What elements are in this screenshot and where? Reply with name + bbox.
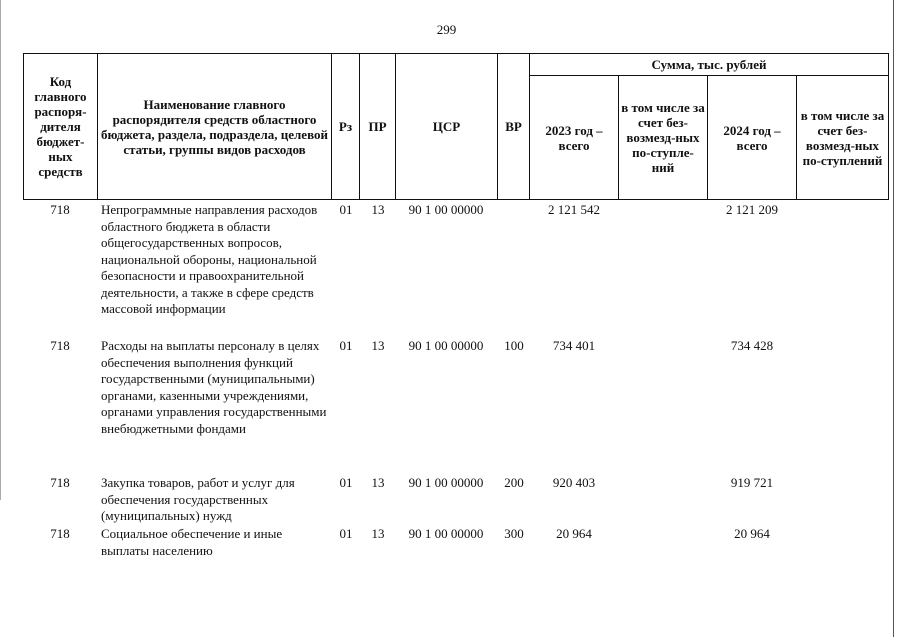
header-code: Код главного распоря-дителя бюджет-ных средств (24, 54, 98, 200)
row-2023-total: 20 964 (556, 526, 592, 541)
header-2023-grants: в том числе за счет без-возмезд-ных по-ступле-ний (619, 76, 708, 200)
row-2024-total: 2 121 209 (726, 202, 778, 217)
row-rz: 01 (339, 475, 353, 490)
row-vr: 300 (504, 526, 524, 541)
row-code: 718 (50, 202, 70, 217)
header-rz: Рз (332, 54, 360, 200)
scan-edge-left (0, 0, 1, 500)
header-csr: ЦСР (396, 54, 498, 200)
row-csr: 90 1 00 00000 (408, 338, 484, 353)
row-2024-total: 20 964 (734, 526, 770, 541)
row-name: Закупка товаров, работ и услуг для обеспечения государственных (муниципальных) нужд (101, 475, 295, 523)
row-pr: 13 (371, 202, 385, 217)
page-number: 299 (436, 22, 457, 37)
row-name: Непрограммные направления расходов областного бюджета в области общегосударственных вопросов, национальной обороны, национальной безопасности и правоохранительной деятельности, а также в сфере средств массовой информации (101, 202, 318, 316)
row-code: 718 (50, 526, 70, 541)
row-rz: 01 (339, 526, 353, 541)
row-csr: 90 1 00 00000 (408, 526, 484, 541)
header-vr: ВР (498, 54, 530, 200)
row-pr: 13 (371, 338, 385, 353)
row-2023-total: 734 401 (552, 338, 596, 353)
row-vr: 200 (504, 475, 524, 490)
row-vr: 100 (504, 338, 524, 353)
header-sum-group: Сумма, тыс. рублей (530, 54, 889, 76)
row-code: 718 (50, 338, 70, 353)
header-2024-total: 2024 год – всего (708, 76, 797, 200)
row-2023-total: 2 121 542 (548, 202, 600, 217)
header-2024-grants: в том числе за счет без-возмезд-ных по-ступлений (797, 76, 889, 200)
row-rz: 01 (339, 202, 353, 217)
row-2024-total: 919 721 (730, 475, 774, 490)
row-2023-total: 920 403 (552, 475, 596, 490)
row-2024-total: 734 428 (730, 338, 774, 353)
header-pr: ПР (360, 54, 396, 200)
row-name: Расходы на выплаты персоналу в целях обеспечения выполнения функций государственными (муниципальными) органами, казенными учреждениями, органами управления государственными внебюджетными фондами (101, 338, 327, 436)
row-name: Социальное обеспечение и иные выплаты населению (101, 526, 283, 558)
row-csr: 90 1 00 00000 (408, 202, 484, 217)
scan-edge-right (893, 0, 894, 637)
table-header (23, 53, 889, 200)
header-name: Наименование главного распорядителя средств областного бюджета, раздела, подраздела, целевой статьи, группы видов расходов (98, 54, 332, 200)
row-rz: 01 (339, 338, 353, 353)
row-code: 718 (50, 475, 70, 490)
row-pr: 13 (371, 475, 385, 490)
header-2023-total: 2023 год – всего (530, 76, 619, 200)
row-pr: 13 (371, 526, 385, 541)
row-csr: 90 1 00 00000 (408, 475, 484, 490)
